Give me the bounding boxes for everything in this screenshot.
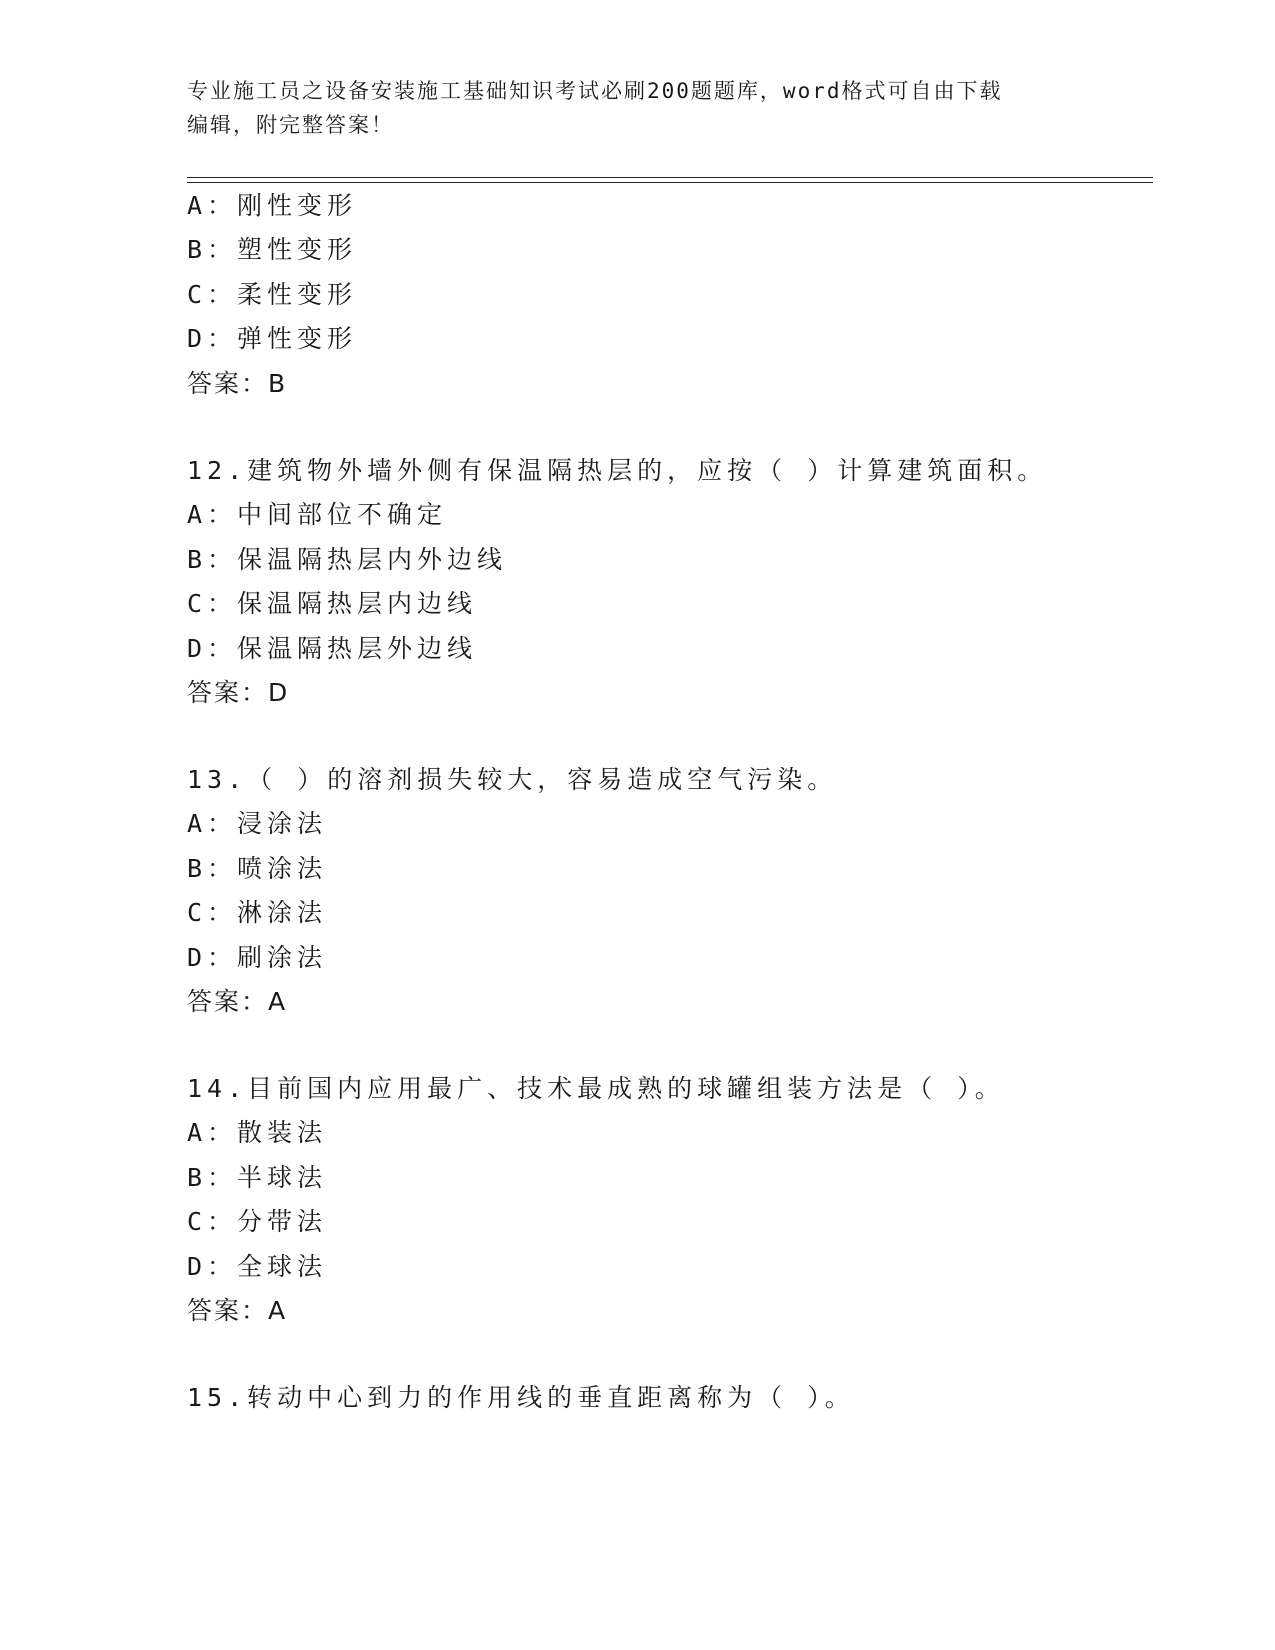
q14-option-d: D：全球法 — [187, 1252, 328, 1281]
q11-option-a: A：刚性变形 — [187, 191, 358, 220]
q11-option-d: D：弹性变形 — [187, 324, 358, 353]
q12-answer: 答案：D — [187, 678, 290, 707]
header-title-line2: 编辑，附完整答案！ — [187, 113, 394, 137]
header-divider-bottom — [187, 182, 1153, 183]
q14-option-b: B：半球法 — [187, 1163, 328, 1192]
q14-question: 14.目前国内应用最广、技术最成熟的球罐组装方法是（ ）。 — [187, 1074, 1005, 1103]
q13-answer: 答案：A — [187, 987, 288, 1016]
q15-question: 15.转动中心到力的作用线的垂直距离称为（ ）。 — [187, 1383, 855, 1412]
q12-option-a: A：中间部位不确定 — [187, 500, 448, 529]
q14-answer: 答案：A — [187, 1296, 288, 1325]
q11-option-c: C：柔性变形 — [187, 280, 358, 309]
q11-option-b: B：塑性变形 — [187, 235, 358, 264]
q13-option-d: D：刷涂法 — [187, 943, 328, 972]
header-title-line1: 专业施工员之设备安装施工基础知识考试必刷200题题库，word格式可自由下载 — [187, 79, 1003, 103]
q11-answer: 答案：B — [187, 369, 288, 398]
q14-option-a: A：散装法 — [187, 1118, 328, 1147]
q13-option-b: B：喷涂法 — [187, 854, 328, 883]
q12-question: 12.建筑物外墙外侧有保温隔热层的，应按（ ）计算建筑面积。 — [187, 456, 1048, 485]
q14-option-c: C：分带法 — [187, 1207, 328, 1236]
q12-option-d: D：保温隔热层外边线 — [187, 634, 478, 663]
document-header — [187, 74, 1087, 142]
q12-option-b: B：保温隔热层内外边线 — [187, 545, 508, 574]
q13-option-c: C：淋涂法 — [187, 898, 328, 927]
q13-question: 13.（ ）的溶剂损失较大，容易造成空气污染。 — [187, 765, 838, 794]
header-divider-top — [187, 177, 1153, 178]
q13-option-a: A：浸涂法 — [187, 809, 328, 838]
q12-option-c: C：保温隔热层内边线 — [187, 589, 478, 618]
